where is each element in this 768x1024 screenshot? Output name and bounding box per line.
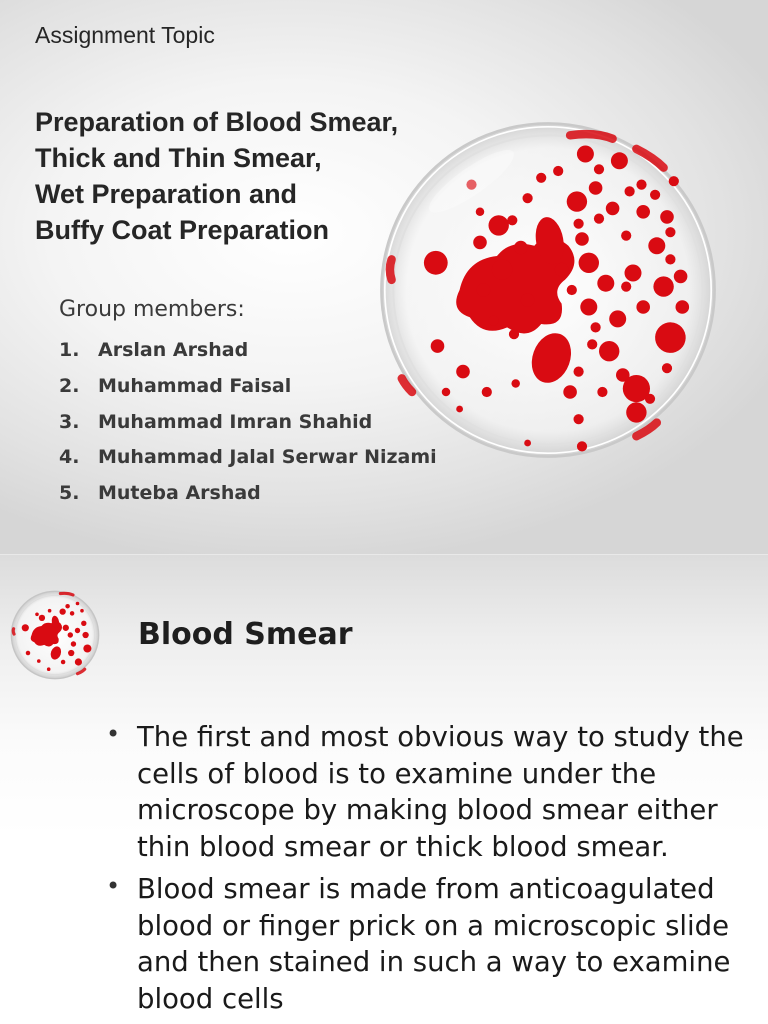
bullet-text: Blood smear is made from anticoagulated blood or finger prick on a microscopic slide and then stained in such a way to examine blood cells: [137, 873, 731, 1015]
title-line: Buffy Coat Preparation: [35, 215, 330, 245]
title-line: Preparation of Blood Smear,: [35, 107, 399, 137]
member-name: Muhammad Imran Shahid: [98, 410, 373, 433]
member-name: Muhammad Faisal: [98, 374, 292, 397]
member-number: 5.: [59, 482, 80, 505]
slide-2: [0, 555, 768, 1024]
bullet-text: The first and most obvious way to study the cells of blood is to examine under the microscope by making blood smear either thin blood smear or thick blood smear.: [137, 721, 744, 863]
member-number: 1.: [59, 339, 80, 361]
assignment-title: [35, 104, 398, 248]
member-name: Arslan Arshad: [98, 339, 249, 361]
bullet-item: [106, 871, 746, 1017]
bullet-item: [106, 719, 746, 865]
member-name: Muhammad Jalal Serwar Nizami: [98, 446, 437, 469]
member-number: 4.: [59, 446, 80, 469]
slide-title: Blood Smear: [138, 617, 353, 652]
member-name: Muteba Arshad: [98, 482, 261, 505]
member-number: 2.: [59, 374, 80, 397]
bullet-glyph: •: [106, 872, 121, 900]
member-item: [59, 479, 437, 515]
bullet-list: [106, 719, 746, 1023]
group-members-heading: Group members:: [59, 297, 245, 322]
bullet-glyph: •: [106, 720, 121, 748]
member-number: 3.: [59, 410, 80, 433]
petri-dish-blood-icon: [10, 590, 100, 680]
petri-dish-blood-icon: [378, 120, 718, 460]
title-line: Wet Preparation and: [35, 179, 298, 209]
title-line: Thick and Thin Smear,: [35, 143, 322, 173]
assignment-label: Assignment Topic: [35, 22, 215, 48]
